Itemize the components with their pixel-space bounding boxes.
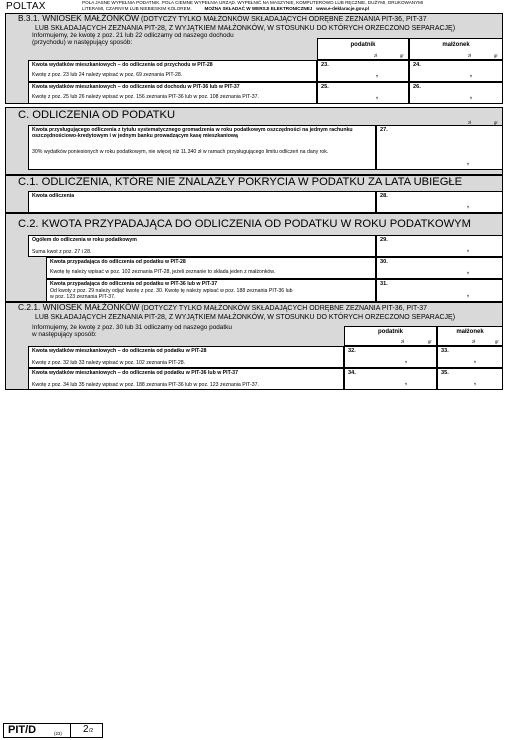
b31-intro-line1: Informujemy, że kwotę z poz. 21 lub 22 odliczamy od naszego dochodu xyxy=(32,32,234,39)
c2-r31-note1: Od kwoty z poz. 29 należy odjąć kwotę z poz. 30. Kwotę tę należy wpisać w poz. 188 zeznania PIT-36 lub xyxy=(50,288,293,294)
form-code: PIT/D xyxy=(8,724,37,736)
c2-r30-label: Kwota przypadająca do odliczenia od podatku w PIT-28 xyxy=(50,259,186,265)
c21-title-line2: LUB SKŁADAJĄCYCH ZEZNANIA PIT-28, Z WYJĄTKIEM MAŁŻONKÓW, W STOSUNKU DO KTÓRYCH ORZECZONO SEPARACJĘ) xyxy=(35,314,456,321)
c21-row1-label: Kwota wydatków mieszkaniowych − do odliczenia od podatku w PIT-28 xyxy=(32,348,207,354)
field-29[interactable]: 29. , xyxy=(376,235,503,257)
c21-row2-label-box xyxy=(28,368,344,390)
page-total: /2 xyxy=(89,728,94,734)
b31-row2-label: Kwota wydatków mieszkaniowych − do odliczenia od dochodu w PIT-36 lub w PIT-37 xyxy=(32,84,240,90)
page-number-box xyxy=(71,723,103,738)
website-link[interactable]: www.e-deklaracje.gov.pl xyxy=(316,5,370,11)
c21-intro xyxy=(32,324,292,339)
field-32[interactable]: 32. , xyxy=(344,346,437,368)
c-note: 30% wydatków poniesionych w roku podatkowym, nie więcej niż 11.340 zł w ramach przysługującego limitu odliczeń na dany rok. xyxy=(32,149,329,155)
field-31[interactable]: 31. , xyxy=(376,279,503,302)
instruction-bold: MOŻNA SKŁADAĆ W WERSJI ELEKTRONICZNEJ xyxy=(204,5,313,11)
b31-intro xyxy=(32,32,292,47)
form-code-box xyxy=(3,723,71,738)
c21-title-note: (DOTYCZY TYLKO MAŁŻONKÓW SKŁADAJĄCYCH ODRĘBNE ZEZNANIA PIT-36, PIT-37 xyxy=(141,305,428,312)
b31-row2-note: Kwotę z poz. 25 lub 26 należy wpisać w poz. 156 zeznania PIT-36 lub w poz. 108 zeznania PIT-37. xyxy=(32,94,259,100)
b31-title-note: (DOTYCZY TYLKO MAŁŻONKÓW SKŁADAJĄCYCH ODRĘBNE ZEZNANIA PIT-36, PIT-37 xyxy=(140,16,427,23)
c-title: C. ODLICZENIA OD PODATKU xyxy=(18,109,176,121)
c21-intro-line2: w następujący sposób: xyxy=(32,331,97,339)
b31-row1-label: Kwota wydatków mieszkaniowych − do odliczenia od przychodu w PIT-28 xyxy=(32,62,213,68)
c1-label: Kwota odliczenia xyxy=(32,193,75,199)
b31-row1-note: Kwotę z poz. 23 lub 24 należy wpisać w poz. 69 zeznania PIT-28. xyxy=(32,72,183,78)
instruction-line-2: LITERAMI, CZARNYM LUB NIEBIESKIM KOLOREM. xyxy=(82,5,192,11)
c1-title: C.1. ODLICZENIA, KTÓRE NIE ZNALAZŁY POKRYCIA W PODATKU ZA LATA UBIEGŁE xyxy=(18,176,463,188)
c1-label-box xyxy=(28,191,376,213)
c2-r30-note: Kwotę tę należy wpisać w poz. 102 zeznania PIT-28, jeżeli zeznanie to składa jeden z małżonków. xyxy=(50,269,276,275)
c21-col-malzonek-header: małżonek zł gr xyxy=(437,326,503,346)
b31-row1-label-box xyxy=(28,60,317,82)
form-instructions xyxy=(82,0,502,11)
field-34[interactable]: 34. , xyxy=(344,368,437,390)
c2-total-note: Suma kwot z poz. 27 i 28. xyxy=(32,249,92,255)
c2-r31-note2: w poz. 123 zeznania PIT-37. xyxy=(50,294,116,300)
c-label: Kwota przysługującego odliczenia z tytułu systematycznego gromadzenia w roku podatkowym oszczędności na jednym rachunku oszczędnościowo-kredytowym i w jednym banku prowadzącym kasę mieszkaniową xyxy=(32,127,353,139)
b31-title-line2: LUB SKŁADAJĄCYCH ZEZNANIA PIT-28, Z WYJĄTKIEM MAŁŻONKÓW, W STOSUNKU DO KTÓRYCH ORZECZONO SEPARACJĘ) xyxy=(35,25,456,32)
field-28[interactable]: 28. , xyxy=(376,191,503,213)
b31-title: B.3.1. WNIOSEK MAŁŻONKÓW xyxy=(18,13,139,23)
page-number: 2 xyxy=(83,724,89,735)
field-35[interactable]: 35. , xyxy=(437,368,503,390)
c21-col-podatnik-header: podatnik zł gr xyxy=(344,326,437,346)
c21-title: C.2.1. WNIOSEK MAŁŻONKÓW xyxy=(18,302,140,312)
field-27[interactable]: 27. , xyxy=(376,125,503,170)
instruction-line-1: POLA JASNE WYPEŁNIA PODATNIK. POLA CIEMNE WYPEŁNIA URZĄD. WYPEŁNIĆ NA MASZYNIE, KOMPUTEROWO LUB RĘCZNIE, DUŻYMI, DRUKOWANYMI xyxy=(82,0,424,5)
field-33[interactable]: 33. , xyxy=(437,346,503,368)
c2-r31-label-box xyxy=(46,279,376,302)
field-25[interactable]: 25. , xyxy=(317,82,409,104)
b31-col-podatnik-header: podatnik zł gr xyxy=(317,38,409,60)
b31-intro-line2: (przychodu) w następujący sposób: xyxy=(32,39,133,47)
b31-row2-label-box xyxy=(28,82,317,104)
form-version: (23) xyxy=(54,731,62,736)
field-30[interactable]: 30. , xyxy=(376,257,503,279)
c21-row2-note: Kwotę z poz. 34 lub 35 należy wpisać w poz. 188 zeznania PIT-36 lub w poz. 123 zeznania PIT-37. xyxy=(32,382,259,388)
c-label-box xyxy=(28,125,376,170)
c2-total-label: Ogółem do odliczenia w roku podatkowym xyxy=(32,237,137,243)
c21-row2-label: Kwota wydatków mieszkaniowych − do odliczenia od podatku w PIT-36 lub w PIT-37 xyxy=(32,370,238,376)
field-24[interactable]: 24. , xyxy=(409,60,503,82)
c21-row1-note: Kwotę z poz. 32 lub 33 należy wpisać w poz. 102 zeznania PIT-28. xyxy=(32,360,186,366)
brand-logo: POLTAX xyxy=(6,1,46,12)
c2-title: C.2. KWOTA PRZYPADAJĄCA DO ODLICZENIA OD PODATKU W ROKU PODATKOWYM xyxy=(18,218,471,230)
c2-r30-label-box xyxy=(46,257,376,279)
field-23[interactable]: 23. , xyxy=(317,60,409,82)
c21-row1-label-box xyxy=(28,346,344,368)
b31-col-malzonek-header: małżonek zł gr xyxy=(409,38,503,60)
c2-total-label-box xyxy=(28,235,376,257)
c2-r31-label: Kwota przypadająca do odliczenia od podatku w PIT-36 lub w PIT-37 xyxy=(50,281,218,287)
field-26[interactable]: 26. , xyxy=(409,82,503,104)
c21-intro-line1: Informujemy, że kwotę z poz. 30 lub 31 odliczamy od naszego podatku xyxy=(32,324,232,331)
